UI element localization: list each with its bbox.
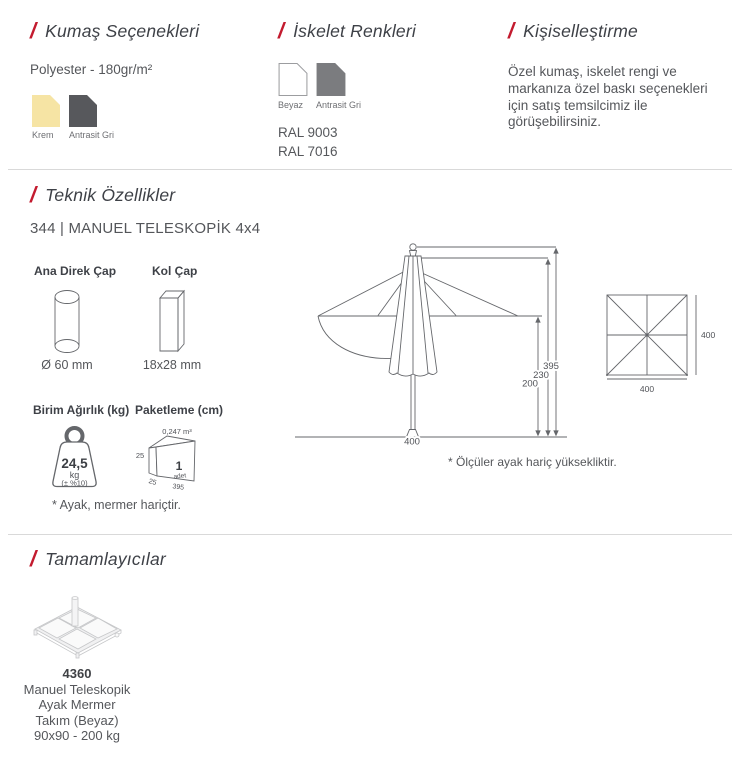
section-title-text: Kumaş Seçenekleri [45,20,200,41]
package-volume: 0,247 m³ [162,427,192,436]
section-title-text: İskelet Renkleri [293,20,416,41]
swatch-label: Antrasit Gri [69,130,115,140]
package-count: 1 [175,459,183,473]
red-slash-icon: / [30,546,37,571]
unit-weight-label: Birim Ağırlık (kg) [33,403,130,417]
fabric-material: Polyester - 180gr/m² [30,62,153,77]
fabric-swatch-krem [32,95,60,127]
arm-diameter-label: Kol Çap [152,264,198,278]
package-depth: 25 [147,478,158,487]
personalization-text: Özel kumaş, iskelet rengi ve markanıza özel baskı seçenekleri için satış temsilcimiz ile görüşebilirsiniz. [508,64,708,130]
red-slash-icon: / [278,18,285,43]
weight-value: 24,5 [61,456,88,471]
pole-diameter-label: Ana Direk Çap [34,264,117,278]
weight-tolerance: (± %10) [61,478,88,488]
prism-icon [156,288,188,356]
arm-diameter-value: 18x28 mm [142,358,202,372]
section-title-text: Tamamlayıcılar [45,548,166,569]
red-slash-icon: / [508,18,515,43]
cylinder-icon [53,289,81,355]
section-title-text: Teknik Özellikler [45,184,176,205]
umbrella-side-diagram [290,238,580,450]
swatch-label: Antrasit Gri [316,100,362,110]
accessory-code: 4360 [62,666,92,681]
package-height: 25 [135,451,145,460]
product-name: 344 | MANUEL TELESKOPİK 4x4 [30,220,261,237]
red-slash-icon: / [30,18,37,43]
width-label: 400 [404,436,420,448]
pole-diameter-value: Ø 60 mm [41,358,93,372]
frame-swatch-antrasit [316,63,346,96]
height-clearance-label: 200 [522,378,538,390]
dimension-arrows [535,248,558,437]
marble-base-image [30,584,125,660]
divider [8,169,732,170]
weight-icon [40,423,110,493]
packaging-label: Paketleme (cm) [135,403,224,417]
fabric-section-title [30,20,199,42]
accessory-name-line: Manuel Teleskopik [23,681,131,697]
accessories-section-title [30,548,166,570]
frame-swatch-beyaz [278,63,308,96]
package-box-icon [130,420,238,498]
accessory-name-line: Takım (Beyaz) [35,712,119,728]
red-slash-icon: / [30,182,37,207]
diagram-note: * Ölçüler ayak hariç yüksekliktir. [448,455,617,469]
swatch-label: Beyaz [278,100,304,110]
accessory-caption [2,666,152,744]
weight-unit: kg [69,470,80,480]
package-count-unit: adet [173,472,187,481]
ral-codes [278,124,338,161]
personalization-section-title [508,20,638,42]
accessory-name-line: Ayak Mermer [38,697,116,712]
accessory-name-line: 90x90 - 200 kg [33,728,120,743]
frame-section-title [278,20,416,42]
technical-section-title [30,184,175,206]
umbrella-top-diagram [598,288,740,400]
section-title-text: Kişiselleştirme [523,20,638,41]
ral-code: RAL 9003 [278,125,338,140]
height-mid-label: 230 [533,370,549,381]
top-view-depth-label: 400 [701,330,716,340]
weight-note: * Ayak, mermer hariçtir. [52,498,181,512]
package-width: 395 [171,483,185,492]
fabric-swatch-antrasit [69,95,97,127]
top-view-width-label: 400 [639,384,655,394]
height-total-label: 395 [543,361,559,372]
ral-code: RAL 7016 [278,143,338,159]
divider [8,534,732,535]
swatch-label: Krem [32,130,54,140]
